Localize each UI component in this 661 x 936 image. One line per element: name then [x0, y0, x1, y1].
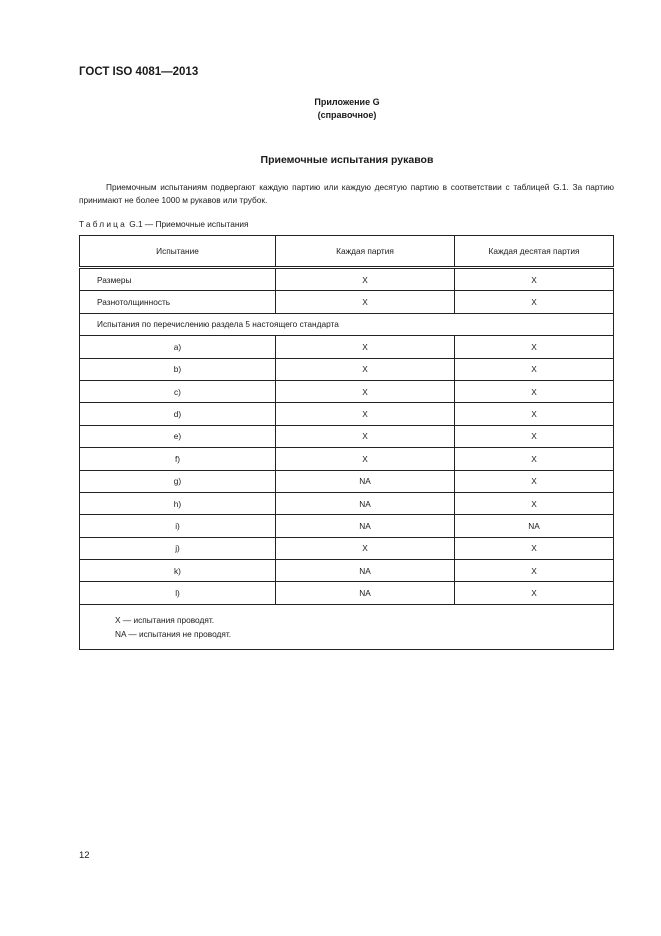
column-header-each-batch: Каждая партия — [276, 236, 455, 268]
table-caption-label: Таблица — [79, 219, 127, 229]
annex-subtitle: (справочное) — [317, 110, 377, 120]
body-paragraph: Приемочным испытаниям подвергают каждую партию или каждую десятую партию в соответствии с таблицей G.1. За партию принимают не более 1000 м рукавов или трубок. — [79, 182, 614, 205]
document-code: ГОСТ ISO 4081—2013 — [79, 66, 199, 78]
cell-each-batch: NA — [276, 515, 455, 537]
table-row — [80, 470, 614, 492]
cell-tenth-batch: X — [455, 560, 614, 582]
cell-each-batch: X — [276, 268, 455, 291]
cell-tenth-batch: X — [455, 582, 614, 604]
note-x: X — испытания проводят. — [115, 614, 215, 625]
cell-tenth-batch: X — [455, 336, 614, 358]
cell-test: Разнотолщинность — [80, 291, 276, 313]
cell-each-batch: X — [276, 403, 455, 425]
cell-each-batch: NA — [276, 492, 455, 514]
acceptance-tests-table — [79, 235, 614, 650]
cell-tenth-batch: X — [455, 380, 614, 402]
table-row — [80, 268, 614, 291]
annex-heading — [0, 96, 661, 122]
table-notes — [80, 604, 614, 649]
cell-tenth-batch: X — [455, 403, 614, 425]
table-header-row — [80, 236, 614, 268]
cell-test: f) — [80, 448, 276, 470]
cell-each-batch: NA — [276, 470, 455, 492]
table-caption — [79, 219, 249, 229]
annex-title: Приложение G — [314, 97, 380, 107]
cell-test: l) — [80, 582, 276, 604]
cell-each-batch: X — [276, 425, 455, 447]
table-row — [80, 425, 614, 447]
table-row — [80, 582, 614, 604]
cell-each-batch: X — [276, 336, 455, 358]
table-row — [80, 560, 614, 582]
column-header-test: Испытание — [80, 236, 276, 268]
page-number: 12 — [79, 850, 90, 861]
cell-test: k) — [80, 560, 276, 582]
cell-test: Размеры — [80, 268, 276, 291]
cell-tenth-batch: NA — [455, 515, 614, 537]
column-header-tenth-batch: Каждая десятая партия — [455, 236, 614, 268]
table-row — [80, 358, 614, 380]
cell-tenth-batch: X — [455, 268, 614, 291]
table-row — [80, 380, 614, 402]
cell-test: h) — [80, 492, 276, 514]
cell-tenth-batch: X — [455, 358, 614, 380]
cell-each-batch: X — [276, 380, 455, 402]
table-notes-row — [80, 604, 614, 649]
cell-each-batch: X — [276, 291, 455, 313]
table-span-row — [80, 313, 614, 335]
table-row — [80, 492, 614, 514]
cell-section-tests: Испытания по перечислению раздела 5 настоящего стандарта — [80, 313, 614, 335]
cell-tenth-batch: X — [455, 448, 614, 470]
cell-tenth-batch: X — [455, 291, 614, 313]
cell-test: a) — [80, 336, 276, 358]
cell-test: d) — [80, 403, 276, 425]
cell-each-batch: X — [276, 537, 455, 559]
cell-tenth-batch: X — [455, 470, 614, 492]
cell-tenth-batch: X — [455, 425, 614, 447]
cell-test: b) — [80, 358, 276, 380]
table-row — [80, 291, 614, 313]
cell-test: j) — [80, 537, 276, 559]
note-na: NA — испытания не проводят. — [115, 628, 232, 639]
cell-each-batch: X — [276, 448, 455, 470]
cell-test: c) — [80, 380, 276, 402]
cell-test: g) — [80, 470, 276, 492]
table-row — [80, 448, 614, 470]
cell-each-batch: X — [276, 358, 455, 380]
table-row — [80, 537, 614, 559]
table-row — [80, 336, 614, 358]
table-caption-text: G.1 — Приемочные испытания — [129, 219, 249, 229]
table-row — [80, 515, 614, 537]
cell-each-batch: NA — [276, 582, 455, 604]
table-row — [80, 403, 614, 425]
section-title: Приемочные испытания рукавов — [260, 154, 434, 166]
cell-tenth-batch: X — [455, 492, 614, 514]
cell-tenth-batch: X — [455, 537, 614, 559]
cell-each-batch: NA — [276, 560, 455, 582]
cell-test: i) — [80, 515, 276, 537]
cell-test: e) — [80, 425, 276, 447]
